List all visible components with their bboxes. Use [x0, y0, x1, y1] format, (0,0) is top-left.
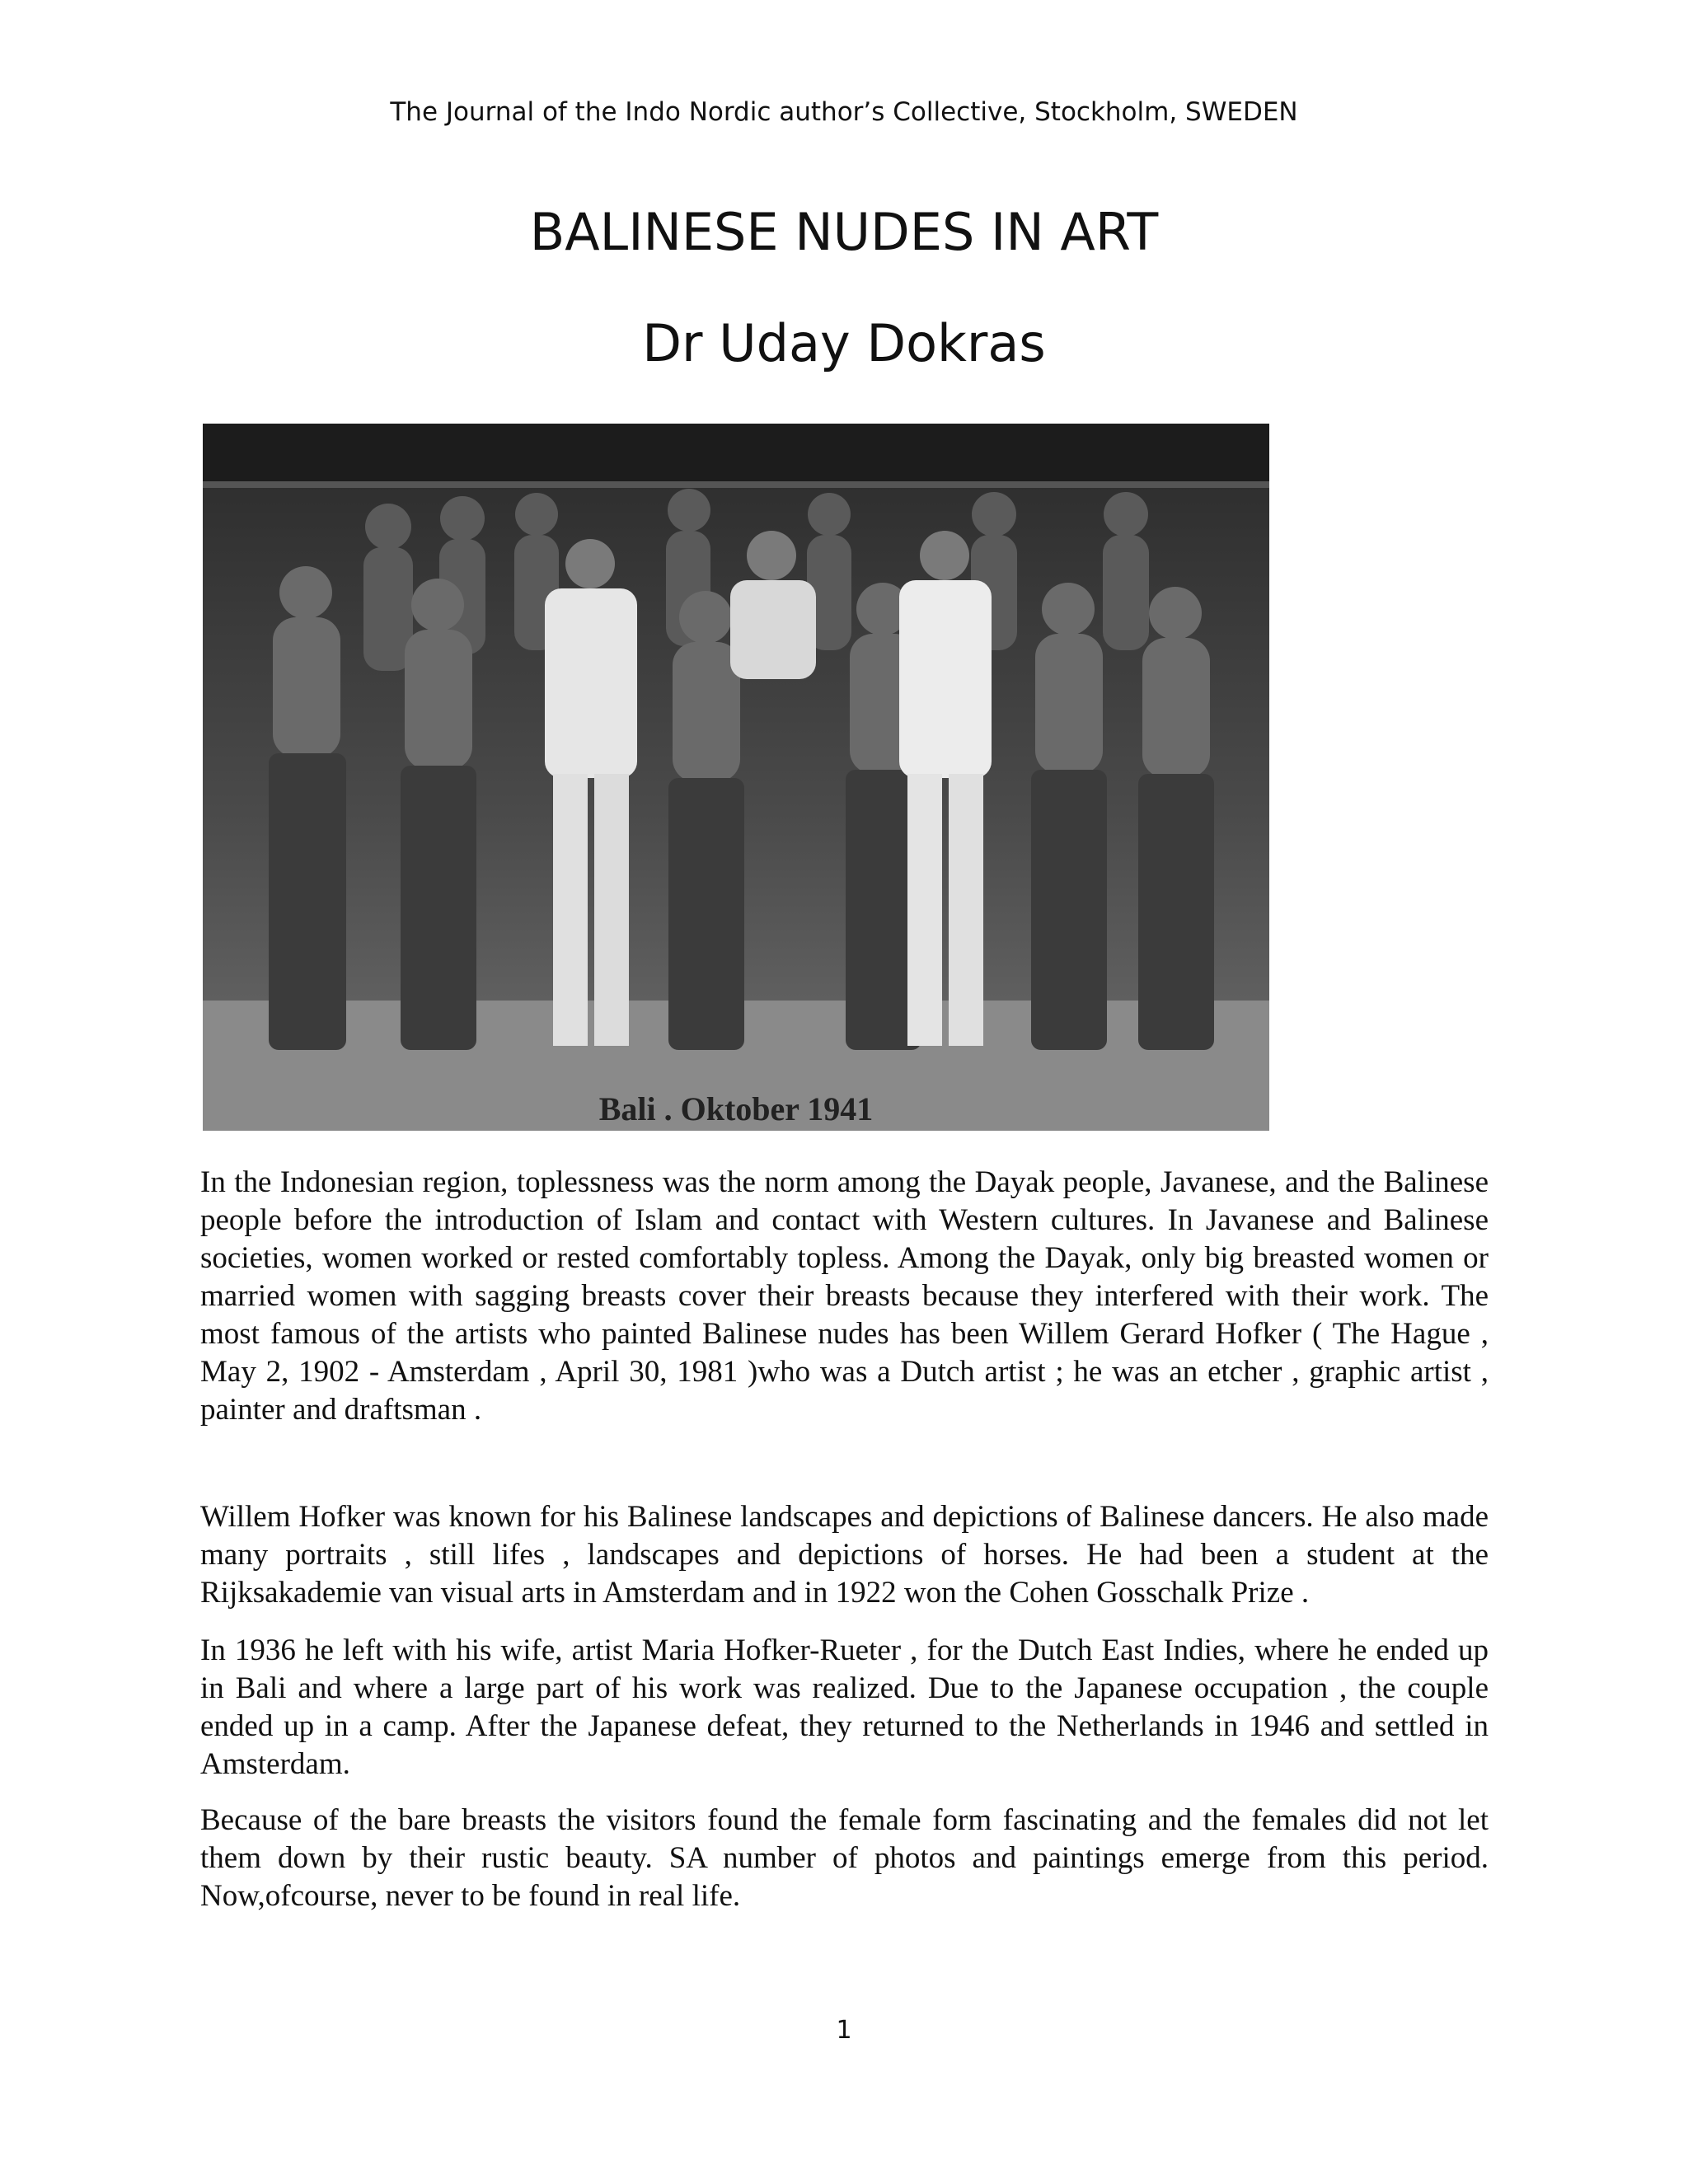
paragraph-4: Because of the bare breasts the visitors found the female form fascinating and the females did not let them down by their rustic beauty. SA number of photos and paintings emerge from this period. Now,ofcourse, never to be found in real life. [200, 1803, 1489, 1913]
journal-header: The Journal of the Indo Nordic author’s Collective, Stockholm, SWEDEN [390, 97, 1298, 127]
paragraph-2: Willem Hofker was known for his Balinese landscapes and depictions of Balinese dancers. He also made many portraits , still lifes , landscapes and depictions of horses. He had been a student at the Rijksakademie van visual arts in Amsterdam and in 1922 won the Cohen Gosschalk Prize . [200, 1500, 1489, 1610]
paragraph-1: In the Indonesian region, toplessness was the norm among the Dayak people, Javanese, and the Balinese people before the introduction of Islam and contact with Western cultures. In Javanese and Balinese societies, women worked or rested comfortably topless. Among the Dayak, only big breasted women or married women with sagging breasts cover their breasts because they interfered with their work. The most famous of the artists who painted Balinese nudes has been Willem Gerard Hofker ( The Hague , May 2, 1902 - Amsterdam , April 30, 1981 )who was a Dutch artist ; he was an etcher , graphic artist , painter and draftsman . [200, 1165, 1489, 1427]
page-number: 1 [836, 2016, 852, 2045]
article-author: Dr Uday Dokras [642, 313, 1046, 373]
historical-group-photo [203, 424, 1269, 1131]
photo-caption: Bali . Oktober 1941 [598, 1090, 874, 1127]
paragraph-3: In 1936 he left with his wife, artist Maria Hofker-Rueter , for the Dutch East Indies, where he ended up in Bali and where a large part of his work was realized. Due to the Japanese occupation , the couple ended up in a camp. After the Japanese defeat, they returned to the Netherlands in 1946 and settled in Amsterdam. [200, 1633, 1489, 1781]
article-title: BALINESE NUDES IN ART [529, 202, 1159, 262]
